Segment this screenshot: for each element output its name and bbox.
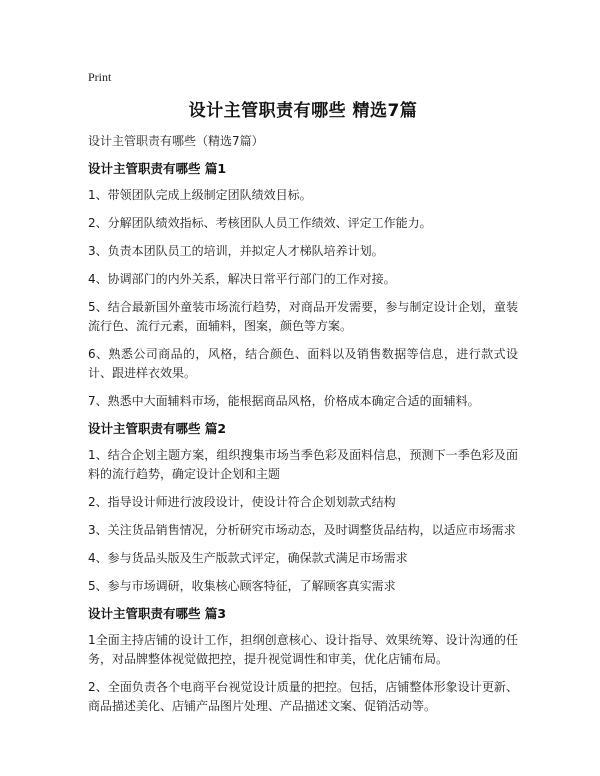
- list-item: 2、全面负责各个电商平台视觉设计质量的把控。包括，店铺整体形象设计更新、商品描述美化、店铺产品图片处理、产品描述文案、促销活动等。: [88, 680, 518, 713]
- list-item: 5、参与市场调研，收集核心顾客特征，了解顾客真实需求: [88, 579, 396, 593]
- list-item: 6、熟悉公司商品的，风格，结合颜色、面料以及销售数据等信息，进行款式设计、跟进样衣效果。: [88, 347, 518, 380]
- list-item: 4、协调部门的内外关系，解决日常平行部门的工作对接。: [88, 272, 396, 286]
- list-item: 2、分解团队绩效指标、考核团队人员工作绩效、评定工作能力。: [88, 216, 432, 230]
- list-item: 2、指导设计师进行波段设计，使设计符合企划划款式结构: [88, 495, 396, 509]
- list-item: 7、熟悉中大面辅料市场，能根据商品风格，价格成本确定合适的面辅料。: [88, 394, 480, 408]
- section-2: [88, 420, 518, 596]
- document-subtitle: 设计主管职责有哪些（精选7篇）: [88, 134, 264, 148]
- section-1: [88, 160, 518, 411]
- list-item: 1、结合企划主题方案，组织搜集市场当季色彩及面料信息，预测下一季色彩及面料的流行趋势，确定设计企划和主题: [88, 448, 518, 481]
- list-item: 4、参与货品头版及生产版款式评定，确保款式满足市场需求: [88, 551, 408, 565]
- list-item: 3、负责本团队员工的培训，并拟定人才梯队培养计划。: [88, 244, 384, 258]
- document-body: [88, 160, 518, 725]
- print-label[interactable]: Print: [88, 70, 112, 84]
- section-heading: 设计主管职责有哪些 篇2: [88, 421, 227, 436]
- list-item: 1、带领团队完成上级制定团队绩效目标。: [88, 188, 312, 202]
- list-item: 5、结合最新国外童装市场流行趋势，对商品开发需要，参与制定设计企划，童装流行色、流行元素，面辅料，图案，颜色等方案。: [88, 300, 518, 333]
- page-title: 设计主管职责有哪些 精选7篇: [188, 101, 418, 121]
- section-heading: 设计主管职责有哪些 篇3: [88, 606, 227, 621]
- section-heading: 设计主管职责有哪些 篇1: [88, 161, 227, 176]
- list-item: 1全面主持店铺的设计工作，担纲创意核心、设计指导、效果统筹、设计沟通的任务，对品牌整体视觉做把控，提升视觉调性和审美，优化店铺布局。: [88, 633, 518, 666]
- list-item: 3、关注货品销售情况，分析研究市场动态，及时调整货品结构，以适应市场需求: [88, 523, 516, 537]
- section-3: [88, 605, 518, 716]
